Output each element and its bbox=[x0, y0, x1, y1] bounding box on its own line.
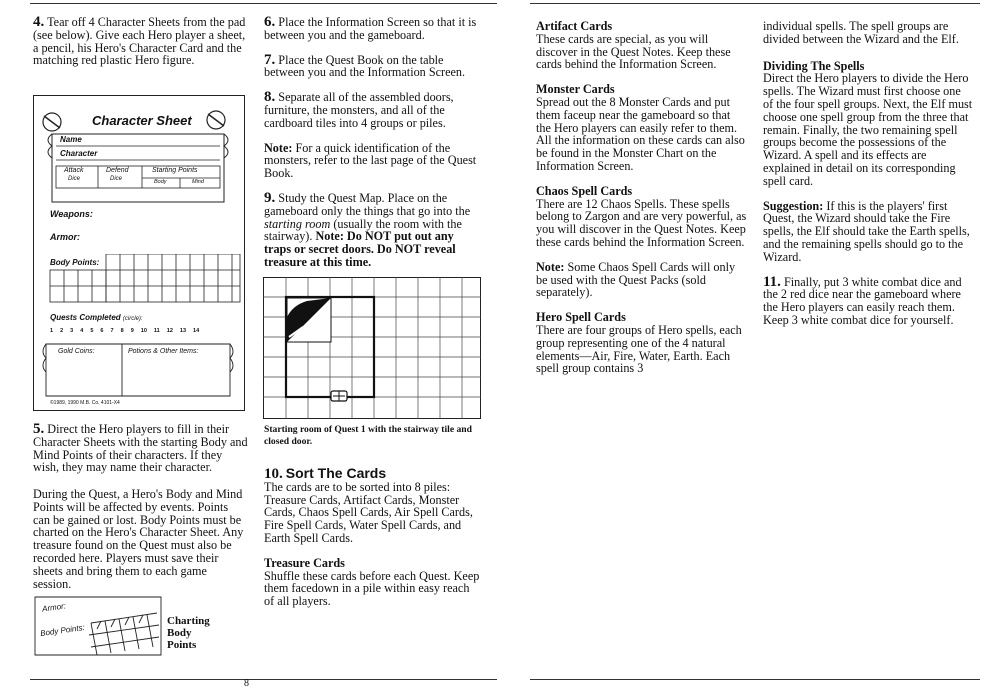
step-4-text: Tear off 4 Character Sheets from the pad (see below). Give each Hero player a sheet, a pencil, his Hero's Character Card and the matching red plastic Hero figure. bbox=[33, 15, 246, 68]
sheet-quests-text: Quests Completed bbox=[50, 313, 121, 322]
step-4-number: 4. bbox=[33, 14, 45, 30]
stairway-tile bbox=[287, 298, 331, 342]
dividing-title: Dividing The Spells bbox=[763, 58, 865, 73]
section-10-title: Sort The Cards bbox=[285, 465, 387, 481]
step-8-number: 8. bbox=[264, 89, 276, 106]
step-7 bbox=[264, 51, 480, 80]
treasure-title: Treasure Cards bbox=[264, 555, 345, 570]
monster-title: Monster Cards bbox=[536, 82, 615, 97]
step-9-text-b: (usually the room with the stairway). bbox=[264, 216, 462, 244]
chaos-note-text: Some Chaos Spell Cards will only be used with the Quest Packs (sold separately). bbox=[536, 259, 736, 300]
step-9-italic: starting room bbox=[264, 216, 331, 231]
sheet-quest-numbers: 1 2 3 4 5 6 7 8 9 10 11 12 13 14 bbox=[50, 328, 200, 334]
sheet-name-label: Name bbox=[60, 135, 82, 144]
step-9-bold: Note: Do NOT put out any traps or secret doors. Do NOT reveal treasure at this time. bbox=[264, 229, 456, 269]
step-11 bbox=[763, 273, 973, 327]
step-8-text: Separate all of the assembled doors, furniture, the monsters, and all of the cardboard tiles into 4 groups or piles. bbox=[264, 90, 454, 130]
step-5-text: Direct the Hero players to fill in their Character Sheets with the starting Body and Mind Points of their characters. If they wish, they may name their character. bbox=[33, 422, 248, 475]
chart-caption-line-1: Charting bbox=[167, 615, 210, 627]
section-10-heading bbox=[264, 467, 480, 481]
dividing-text: Direct the Hero players to divide the Hero spells. The Wizard must first choose one of the four spell groups. Next, the Elf must choose one spell group from the three that remain. Finally, the two remaining spell groups become the possessions of the Wizard. A spell and its effects are explained in detail on its corresponding spell card. bbox=[763, 71, 973, 188]
note-monsters bbox=[264, 142, 480, 180]
chaos-title: Chaos Spell Cards bbox=[536, 183, 633, 198]
chart-caption bbox=[167, 615, 237, 651]
step-9-text-a: Study the Quest Map. Place on the gameboard only the things that go into the bbox=[264, 190, 471, 218]
bottom-rule-left bbox=[30, 679, 497, 680]
sheet-body-points-label: Body Points: bbox=[50, 258, 100, 267]
chaos-note bbox=[536, 261, 748, 299]
sheet-attack-label: Attack bbox=[64, 167, 84, 174]
top-rule-right bbox=[530, 3, 980, 4]
sheet-defend-label: Defend bbox=[106, 167, 129, 174]
suggestion bbox=[763, 200, 973, 264]
note-text: For a quick identification of the monsters, refer to the last page of the Quest Book. bbox=[264, 140, 477, 181]
page2-column2 bbox=[763, 20, 973, 327]
paragraph-during bbox=[33, 488, 245, 590]
chaos-note-label: Note: bbox=[536, 259, 565, 274]
chart-armor-label: Armor: bbox=[41, 601, 67, 614]
sheet-character-label: Character bbox=[60, 149, 98, 158]
closed-door bbox=[331, 391, 347, 401]
bottom-rule-right bbox=[530, 679, 980, 680]
map-caption: Starting room of Quest 1 with the stairway tile and closed door. bbox=[264, 424, 472, 447]
note-label: Note: bbox=[264, 140, 293, 155]
sheet-body-sub: Body bbox=[154, 179, 167, 185]
sheet-quests-label bbox=[50, 313, 143, 322]
step-6-text: Place the Information Screen so that it is between you and the gameboard. bbox=[264, 15, 477, 42]
chart-caption-line-2: Body bbox=[167, 627, 192, 639]
step-8 bbox=[264, 91, 480, 129]
sheet-quests-note: (circle): bbox=[122, 316, 143, 322]
step-6 bbox=[264, 16, 480, 42]
step-5-number: 5. bbox=[33, 421, 45, 437]
step-6-number: 6. bbox=[264, 14, 276, 30]
sheet-starting-label: Starting Points bbox=[152, 167, 198, 174]
sheet-copyright: ©1989, 1990 M.B. Co. 4101-X4 bbox=[50, 400, 120, 406]
continued-text: individual spells. The spell groups are divided between the Wizard and the Elf. bbox=[763, 19, 959, 46]
paragraph-during-text: During the Quest, a Hero's Body and Mind Points will be affected by events. Points can be gained or lost. Body Points must be charted on the Hero's Character Sheet. Any treasure found on the Quest must also be recorded here. Players must save their sheets and bring them to each game session. bbox=[33, 487, 244, 591]
sheet-attack-sub: Dice bbox=[68, 176, 81, 182]
sheet-gold-label: Gold Coins: bbox=[58, 348, 95, 355]
step-7-number: 7. bbox=[264, 51, 276, 68]
quest-map-illustration bbox=[263, 277, 481, 419]
step-5 bbox=[33, 423, 248, 474]
artifact-text: These cards are special, as you will discover in the Quest Notes. Keep these cards behind the Information Screen. bbox=[536, 31, 731, 72]
chaos-text: There are 12 Chaos Spells. These spells belong to Zargon and are very powerful, as you will discover in the Quest Notes. Keep these cards behind the Information Screen. bbox=[536, 196, 747, 249]
chart-body-points-label: Body Points: bbox=[39, 622, 86, 639]
step-11-text: Finally, put 3 white combat dice and the 2 red dice near the gameboard where the Hero players can easily reach them. Keep 3 white combat dice for yourself. bbox=[763, 274, 962, 327]
step-9 bbox=[264, 189, 480, 269]
artifact-title: Artifact Cards bbox=[536, 19, 613, 33]
section-10-text: The cards are to be sorted into 8 piles: Treasure Cards, Artifact Cards, Monster Cards, Chaos Spell Cards, Air Spell Cards, Fire Spell Cards, Water Spell Cards, and Earth Spell Cards. bbox=[264, 479, 473, 545]
body-points-grid bbox=[44, 254, 244, 314]
step-10-number: 10. bbox=[264, 466, 283, 482]
character-sheet-illustration bbox=[33, 95, 245, 411]
sheet-defend-sub: Dice bbox=[110, 176, 123, 182]
suggestion-label: Suggestion: bbox=[763, 198, 824, 213]
page1-column2 bbox=[264, 16, 480, 269]
sheet-title: Character Sheet bbox=[92, 113, 192, 128]
hero-spell-text: There are four groups of Hero spells, each group representing one of the 4 natural elements—Air, Fire, Water, Earth. Each spell group contains 3 bbox=[536, 322, 742, 376]
page2-column1 bbox=[536, 20, 748, 375]
monster-text: Spread out the 8 Monster Cards and put them faceup near the gameboard so that the Hero players can easily refer to them. All the information on these cards can also be found in the Monster Chart on the Information Screen. bbox=[536, 94, 745, 173]
top-rule-left bbox=[30, 3, 497, 4]
sheet-armor-label: Armor: bbox=[50, 232, 81, 242]
hero-spell-title: Hero Spell Cards bbox=[536, 310, 626, 325]
chart-caption-line-3: Points bbox=[167, 639, 197, 651]
sheet-potions-label: Potions & Other Items: bbox=[128, 348, 199, 355]
suggestion-text: If this is the players' first Quest, the Wizard should take the Fire spells, the Elf should take the Earth spells, and the remaining spells should go to the Wizard. bbox=[763, 198, 970, 264]
step-9-number: 9. bbox=[264, 189, 276, 206]
section-10 bbox=[264, 467, 480, 608]
step-4 bbox=[33, 16, 248, 67]
treasure-text: Shuffle these cards before each Quest. Keep them facedown in a pile within easy reach of all players. bbox=[264, 568, 480, 609]
step-11-number: 11. bbox=[763, 273, 781, 290]
sheet-mind-sub: Mind bbox=[192, 179, 204, 185]
step-7-text: Place the Quest Book on the table between you and the Information Screen. bbox=[264, 52, 466, 80]
sheet-weapons-label: Weapons: bbox=[50, 209, 93, 219]
page-number: 8 bbox=[244, 678, 249, 689]
